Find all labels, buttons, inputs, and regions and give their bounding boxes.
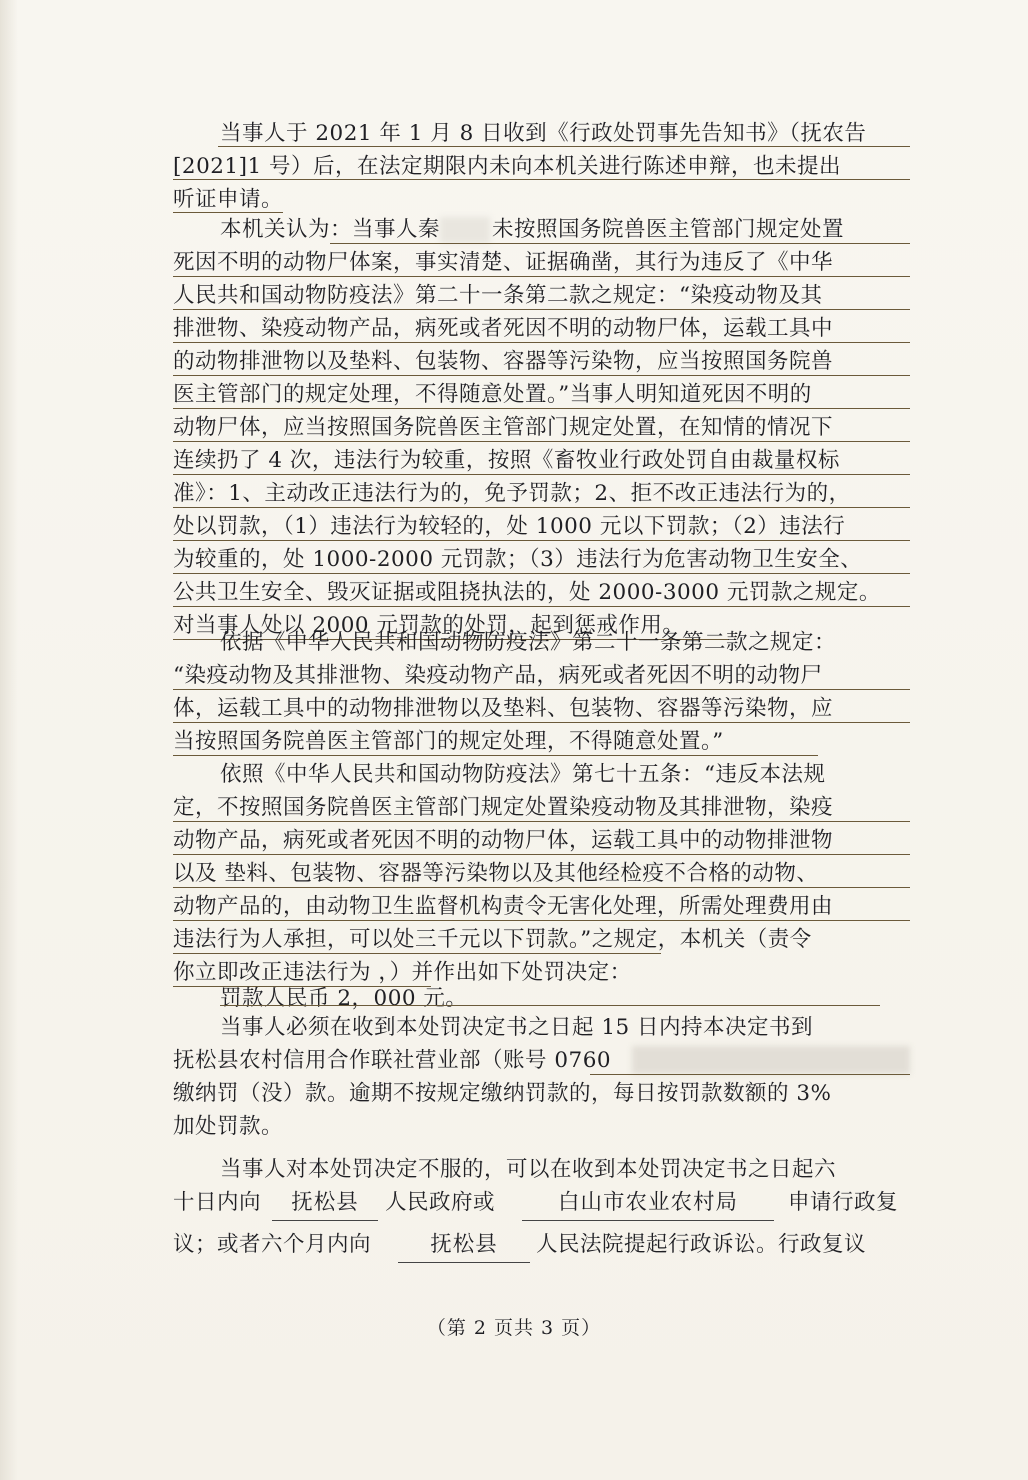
underline	[173, 887, 910, 888]
p7-line-1: 当事人对本处罚决定不服的，可以在收到本处罚决定书之日起六	[220, 1157, 837, 1182]
underline	[173, 474, 910, 475]
p7-line-2c: 申请行政复	[788, 1190, 899, 1215]
underline	[173, 920, 910, 921]
county-court-field: 抚松县	[398, 1228, 530, 1263]
p2-line-3: 人民共和国动物防疫法》第二十一条第二款之规定：“染疫动物及其	[173, 283, 823, 308]
p3-line-3: 体，运载工具中的动物排泄物以及垫料、包装物、容器等污染物，应	[173, 696, 834, 721]
underline	[173, 953, 661, 954]
underline	[218, 146, 910, 147]
p2-line-13: 对当事人处以 2000 元罚款的处罚，起到惩戒作用。	[173, 613, 685, 638]
redacted-account-number	[632, 1046, 910, 1074]
underline	[173, 755, 818, 756]
underline	[173, 441, 910, 442]
p4-line-7: 你立即改正违法行为 ，）并作出如下处罚决定：	[173, 960, 632, 985]
p7-line-3b: 人民法院提起行政诉讼。行政复议	[536, 1232, 867, 1257]
p2-line-12: 公共卫生安全、毁灭证据或阻挠执法的，处 2000-3000 元罚款之规定。	[173, 580, 881, 605]
underline	[173, 821, 910, 822]
fine-amount: 罚款人民币 2，000 元。	[220, 986, 468, 1011]
p3-line-2: “染疫动物及其排泄物、染疫动物产品，病死或者死因不明的动物尸	[173, 663, 823, 688]
underline	[173, 722, 910, 723]
underline	[173, 540, 910, 541]
redacted-name	[440, 217, 490, 243]
p7-line-2b: 人民政府或	[385, 1190, 496, 1215]
underline	[173, 573, 910, 574]
p2-line-1b: 未按照国务院兽医主管部门规定处置	[492, 217, 845, 242]
review-agency-field: 白山市农业农村局	[522, 1186, 774, 1221]
underline	[173, 606, 910, 607]
underline	[173, 342, 910, 343]
p2-line-1a: 本机关认为：当事人秦	[220, 217, 441, 242]
page-edge-shadow	[0, 0, 18, 1480]
county-government-field: 抚松县	[272, 1186, 378, 1221]
underline	[173, 507, 910, 508]
p2-line-11: 为较重的，处 1000-2000 元罚款；（3）违法行为危害动物卫生安全、	[173, 547, 863, 572]
p1-line-1: 当事人于 2021 年 1 月 8 日收到《行政处罚事先告知书》（抚农告	[220, 121, 867, 146]
underline	[173, 375, 910, 376]
page-number: （第 2 页共 3 页）	[426, 1317, 602, 1339]
underline	[173, 408, 910, 409]
underline	[173, 689, 910, 690]
underline	[173, 854, 910, 855]
p2-line-6: 医主管部门的规定处理，不得随意处置。”当事人明知道死因不明的	[173, 382, 812, 407]
p2-line-9: 准》：1、主动改正违法行为的，免予罚款；2、拒不改正违法行为的，	[173, 481, 851, 506]
p4-line-1: 依照《中华人民共和国动物防疫法》第七十五条：“违反本法规	[220, 762, 826, 787]
p3-line-4: 当按照国务院兽医主管部门的规定处理，不得随意处置。”	[173, 729, 724, 754]
p4-line-3: 动物产品，病死或者死因不明的动物尸体，运载工具中的动物排泄物	[173, 828, 834, 853]
underline	[330, 243, 910, 244]
underline	[590, 1074, 910, 1075]
p6-line-1: 当事人必须在收到本处罚决定书之日起 15 日内持本决定书到	[220, 1015, 814, 1040]
p2-line-2: 死因不明的动物尸体案，事实清楚、证据确凿，其行为违反了《中华	[173, 250, 834, 275]
underline	[173, 276, 910, 277]
p7-line-3a: 议；或者六个月内向	[173, 1232, 372, 1257]
p4-line-2: 定，不按照国务院兽医主管部门规定处置染疫动物及其排泄物，染疫	[173, 795, 834, 820]
p2-line-4: 排泄物、染疫动物产品，病死或者死因不明的动物尸体，运载工具中	[173, 316, 834, 341]
p7-line-2a: 十日内向	[173, 1190, 262, 1215]
p3-line-1: 依据《中华人民共和国动物防疫法》第二十一条第二款之规定：	[220, 630, 837, 655]
p2-line-10: 处以罚款，（1）违法行为较轻的，处 1000 元以下罚款；（2）违法行	[173, 514, 846, 539]
p6-line-4: 加处罚款。	[173, 1114, 284, 1139]
p6-line-3: 缴纳罚（没）款。逾期不按规定缴纳罚款的，每日按罚款数额的 3%	[173, 1081, 832, 1106]
p2-line-8: 连续扔了 4 次，违法行为较重，按照《畜牧业行政处罚自由裁量权标	[173, 448, 840, 473]
p2-line-7: 动物尸体，应当按照国务院兽医主管部门规定处置，在知情的情况下	[173, 415, 834, 440]
p4-line-4: 以及 垫料、包装物、容器等污染物以及其他经检疫不合格的动物、	[173, 861, 819, 886]
underline	[173, 179, 910, 180]
underline	[173, 309, 910, 310]
p2-line-5: 的动物排泄物以及垫料、包装物、容器等污染物，应当按照国务院兽	[173, 349, 834, 374]
p6-line-2: 抚松县农村信用合作联社营业部（账号 0760	[173, 1048, 612, 1073]
p1-line-3: 听证申请。	[173, 187, 284, 212]
p4-line-5: 动物产品的，由动物卫生监督机构责令无害化处理，所需处理费用由	[173, 894, 834, 919]
underline	[220, 1005, 880, 1006]
p1-line-2: [2021]1 号）后，在法定期限内未向本机关进行陈述申辩，也未提出	[173, 154, 842, 179]
p4-line-6: 违法行为人承担，可以处三千元以下罚款。”之规定，本机关（责令	[173, 927, 812, 952]
